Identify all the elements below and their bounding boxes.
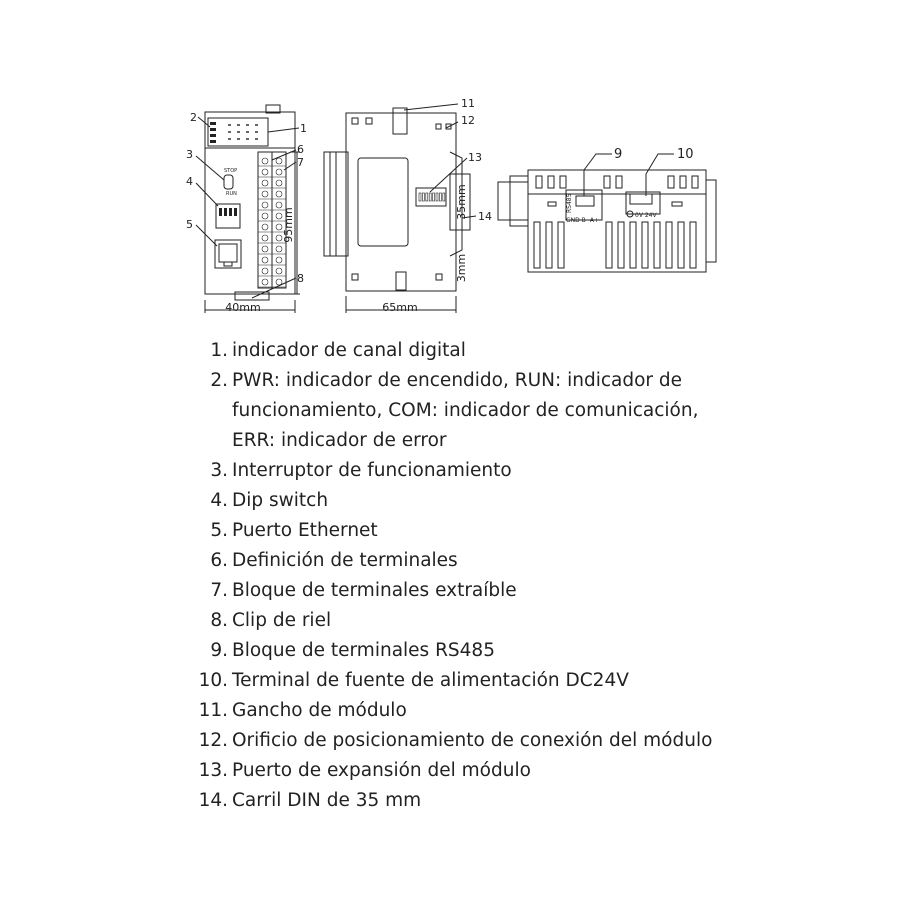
- run-label: RUN: [226, 191, 237, 197]
- legend-number: 3.: [210, 460, 228, 481]
- rs485-label: RS485: [566, 193, 573, 213]
- stop-label: STOP: [224, 168, 238, 174]
- top-view: [498, 154, 716, 272]
- legend-text: Dip switch: [232, 490, 329, 511]
- legend-number: 13.: [198, 760, 228, 781]
- front-view: [196, 105, 300, 314]
- legend-text: Puerto de expansión del módulo: [232, 760, 531, 781]
- side-view: [324, 104, 476, 314]
- legend-text: PWR: indicador de encendido, RUN: indicador de: [232, 370, 683, 391]
- dim-40mm: 40mm: [225, 301, 261, 314]
- callout-4: 4: [186, 175, 193, 188]
- channel-leds: [228, 124, 258, 140]
- legend-item: [196, 426, 796, 456]
- rs485-pins: GND B- A+: [566, 217, 599, 224]
- legend-number: 1.: [210, 340, 228, 361]
- callout-3: 3: [186, 148, 193, 161]
- legend-text: Bloque de terminales RS485: [232, 640, 495, 661]
- module-hook: [393, 108, 407, 134]
- bottom-latch: [235, 292, 269, 300]
- legend-text: Carril DIN de 35 mm: [232, 790, 422, 811]
- legend-item: [196, 486, 796, 516]
- terminal-block-left: [258, 152, 272, 288]
- drawing-svg: [0, 0, 900, 330]
- callout-10: 10: [677, 147, 694, 162]
- status-leds: [210, 122, 216, 143]
- legend-item: [196, 726, 796, 756]
- legend-number: 11.: [198, 700, 228, 721]
- callout-11: 11: [461, 97, 475, 110]
- legend-text: Gancho de módulo: [232, 700, 407, 721]
- legend-item: [196, 396, 796, 426]
- run-switch: [224, 175, 233, 189]
- legend-text: funcionamiento, COM: indicador de comunicación,: [232, 400, 699, 421]
- legend-item: [196, 756, 796, 786]
- legend-item: [196, 696, 796, 726]
- legend-text: Bloque de terminales extraíble: [232, 580, 517, 601]
- dim-65mm: 65mm: [382, 301, 418, 314]
- dim-35mm: 35mm: [455, 184, 468, 220]
- legend-item: [196, 636, 796, 666]
- legend-item: [196, 786, 796, 816]
- legend-number: 6.: [210, 550, 228, 571]
- legend-text: ERR: indicador de error: [232, 430, 447, 451]
- legend-item: [196, 666, 796, 696]
- legend-number: 10.: [198, 670, 228, 691]
- callout-5: 5: [186, 218, 193, 231]
- legend-number: 7.: [210, 580, 228, 601]
- callout-1: 1: [300, 122, 307, 135]
- top-housing: [528, 170, 706, 272]
- legend-number: 9.: [210, 640, 228, 661]
- legend-item: [196, 336, 796, 366]
- side-housing: [346, 113, 456, 291]
- legend-item: [196, 456, 796, 486]
- callout-14: 14: [478, 210, 492, 223]
- legend-number: 5.: [210, 520, 228, 541]
- legend-number: 8.: [210, 610, 228, 631]
- legend-text: indicador de canal digital: [232, 340, 466, 361]
- legend-text: Puerto Ethernet: [232, 520, 378, 541]
- callout-13: 13: [468, 151, 482, 164]
- legend-item: [196, 366, 796, 396]
- legend-text: Orificio de posicionamiento de conexión del módulo: [232, 730, 713, 751]
- side-label: [358, 158, 408, 246]
- dim-95mm: 95mm: [282, 207, 295, 243]
- dim-3mm: 3mm: [455, 253, 468, 283]
- callout-6: 6: [297, 143, 304, 156]
- legend-item: [196, 576, 796, 606]
- legend-item: [196, 546, 796, 576]
- legend-list: [196, 336, 796, 816]
- power-pins: 0V 24V: [635, 212, 657, 219]
- callout-8: 8: [297, 272, 304, 285]
- legend-text: Definición de terminales: [232, 550, 458, 571]
- legend-text: Interruptor de funcionamiento: [232, 460, 512, 481]
- legend-item: [196, 606, 796, 636]
- callout-9: 9: [614, 147, 623, 162]
- legend-number: 14.: [198, 790, 228, 811]
- callout-12: 12: [461, 114, 475, 127]
- legend-text: Terminal de fuente de alimentación DC24V: [232, 670, 629, 691]
- legend-number: 4.: [210, 490, 228, 511]
- technical-drawing: [0, 0, 900, 330]
- legend-item: [196, 516, 796, 546]
- legend-number: 2.: [210, 370, 228, 391]
- legend-number: 12.: [198, 730, 228, 751]
- callout-2: 2: [190, 111, 197, 124]
- callout-7: 7: [297, 156, 304, 169]
- legend-text: Clip de riel: [232, 610, 332, 631]
